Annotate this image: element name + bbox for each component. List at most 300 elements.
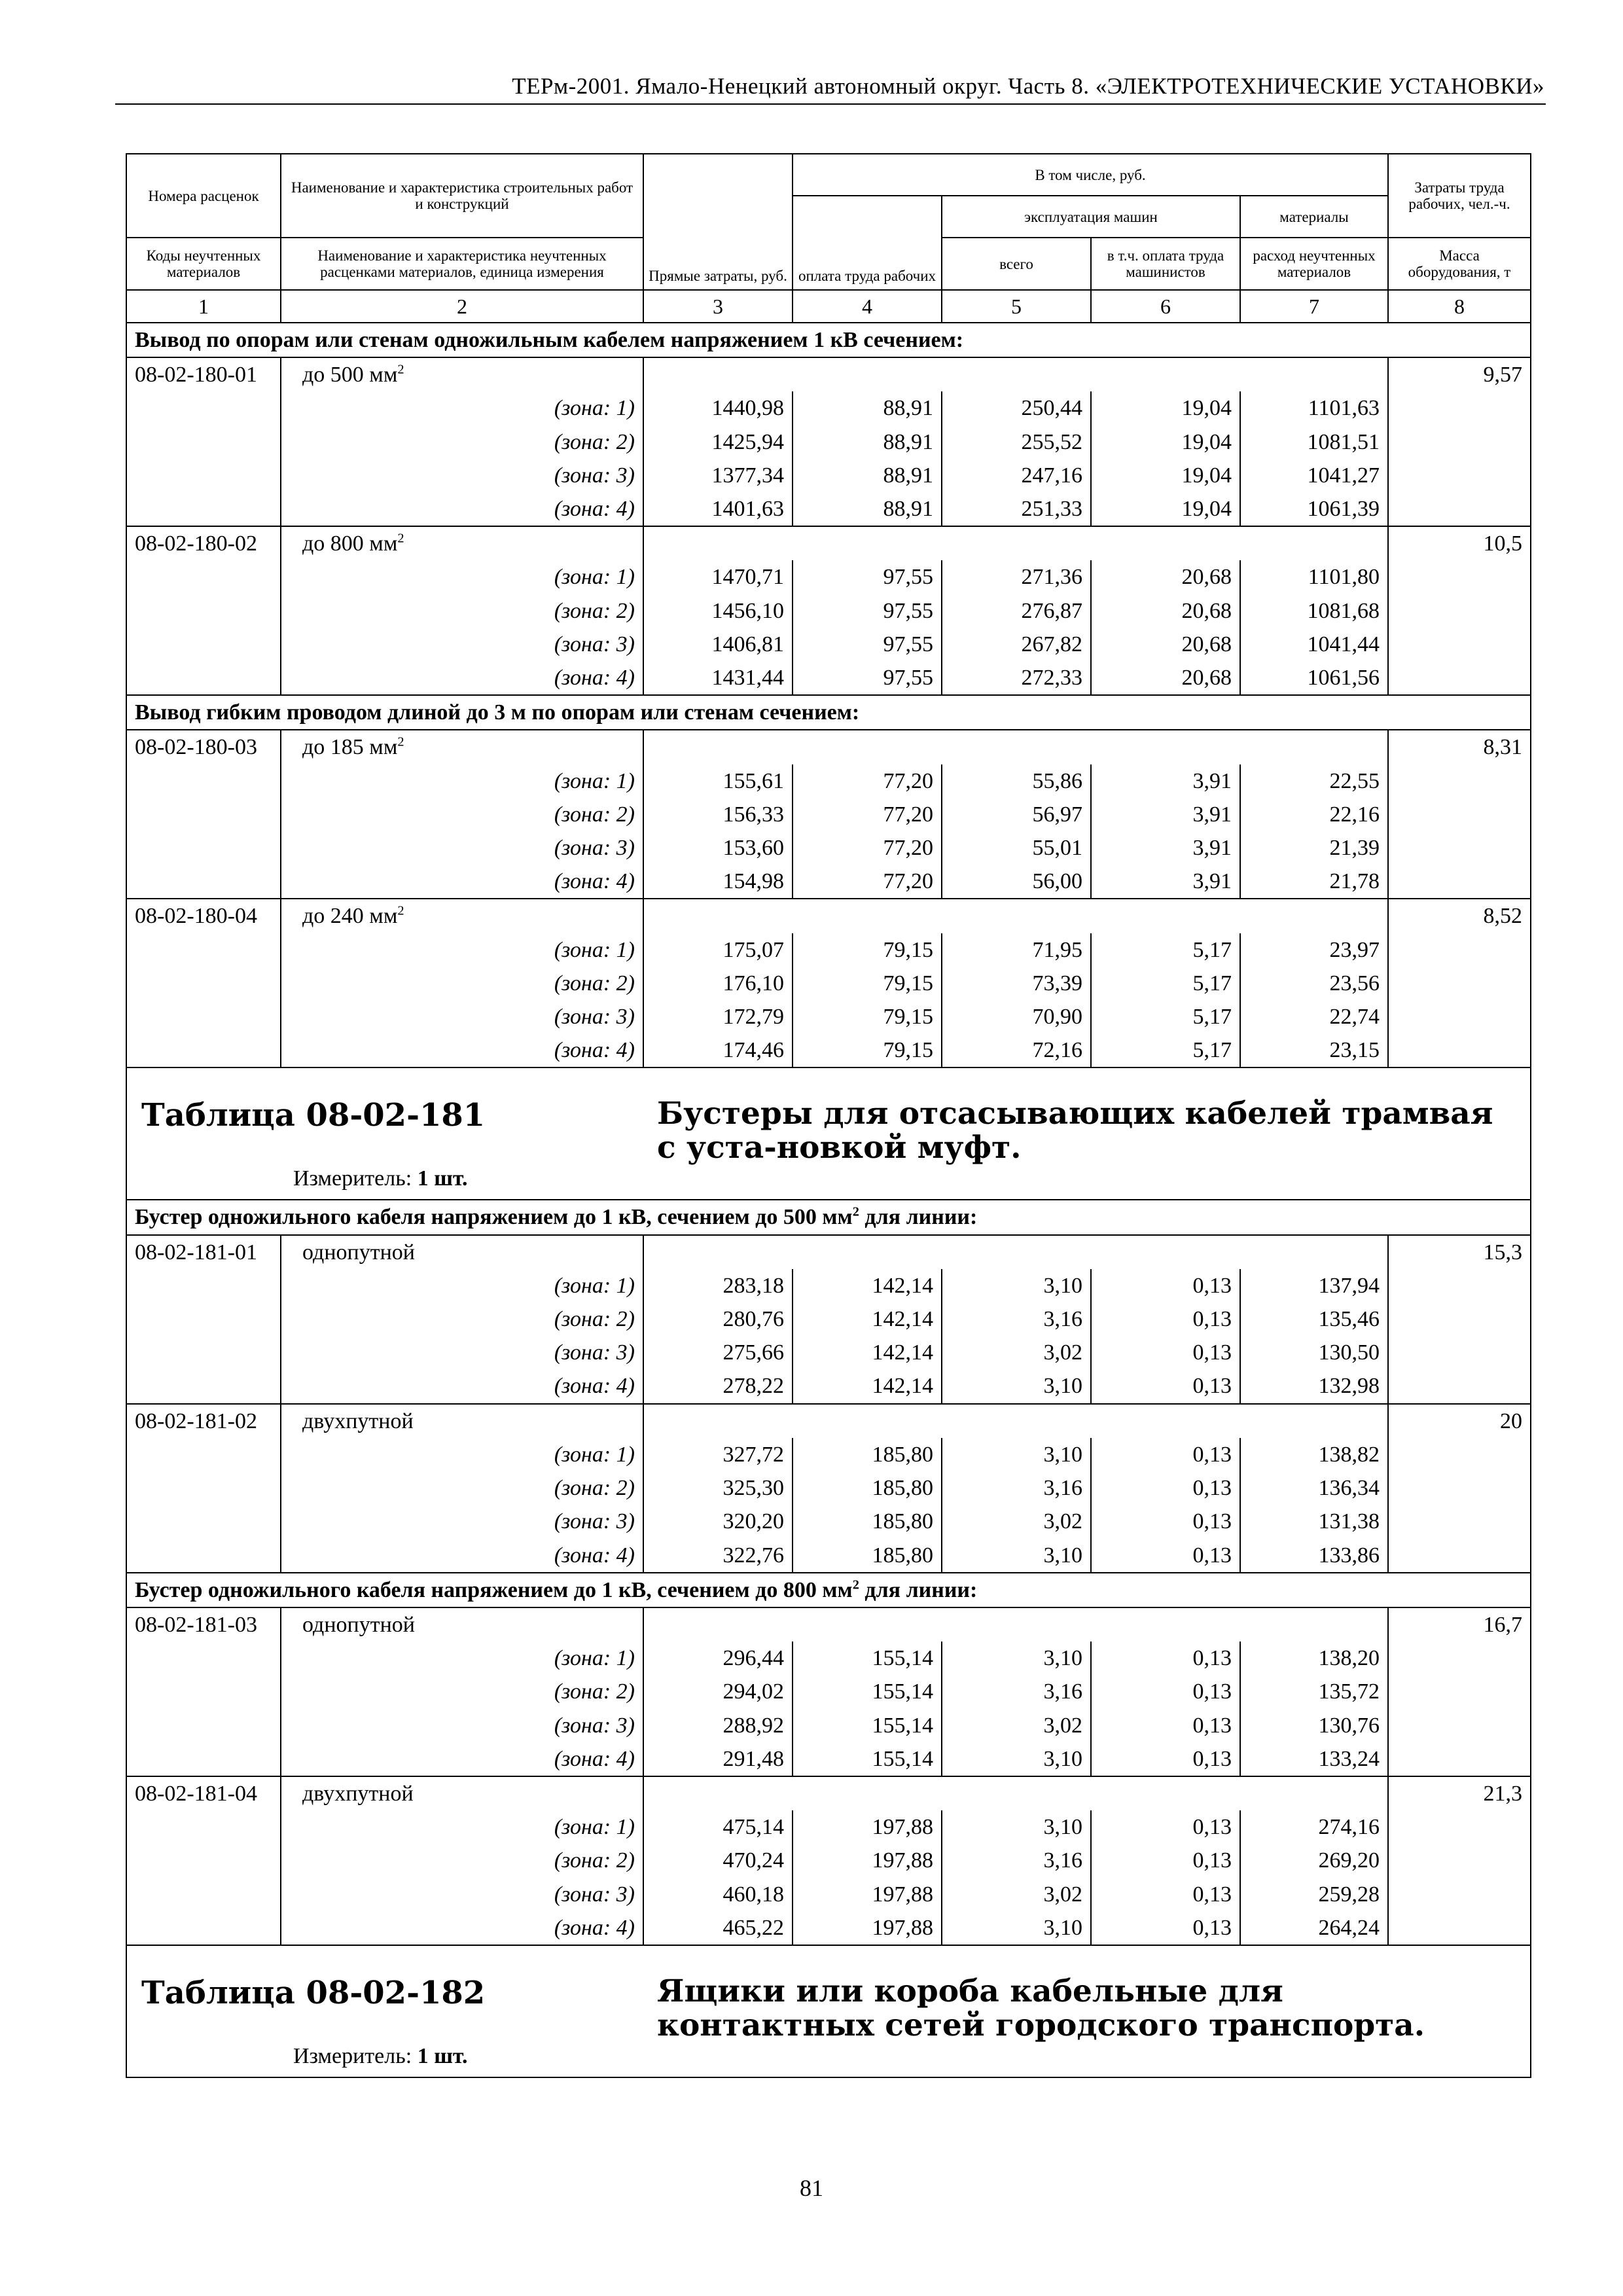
direct-cost: 1425,94: [643, 425, 793, 459]
worker-wages: 88,91: [793, 425, 942, 459]
materials-cost: 135,46: [1240, 1302, 1388, 1336]
rate-name-text: двухпутной: [302, 1408, 414, 1433]
empty-cell: [1388, 764, 1531, 798]
empty-cell: [126, 798, 281, 831]
group-top-header: В том числе, руб.: [793, 154, 1388, 196]
machine-cost: 3,16: [942, 1844, 1091, 1877]
worker-wages: 197,88: [793, 1911, 942, 1945]
direct-cost: 1440,98: [643, 391, 793, 425]
machine-cost: 72,16: [942, 1033, 1091, 1067]
direct-cost: 327,72: [643, 1438, 793, 1471]
empty-cell: [942, 526, 1091, 560]
zone-row: [126, 560, 1531, 594]
materials-cost: 130,50: [1240, 1336, 1388, 1369]
materials-cost: 274,16: [1240, 1810, 1388, 1844]
zone-row: [126, 1033, 1531, 1067]
rate-code: 08-02-180-04: [126, 899, 281, 933]
page-number: 81: [800, 2175, 823, 2201]
zone-label: (зона: 1): [554, 1442, 635, 1467]
materials-cost: 1061,56: [1240, 661, 1388, 695]
worker-wages: 88,91: [793, 459, 942, 492]
direct-cost: 1377,34: [643, 459, 793, 492]
col1-top-header: Номера расценок: [126, 154, 281, 238]
zone-label: (зона: 3): [554, 836, 635, 861]
machinist-wages: 5,17: [1091, 1000, 1240, 1033]
table-heading-cell: [126, 1945, 1531, 2077]
empty-cell: [793, 1235, 942, 1269]
price-table: [126, 153, 1531, 2078]
materials-cost: 21,78: [1240, 865, 1388, 899]
section-title: [126, 1200, 1531, 1234]
zone-label: (зона: 3): [554, 1509, 635, 1534]
worker-wages: 77,20: [793, 798, 942, 831]
machinist-wages: 19,04: [1091, 492, 1240, 526]
direct-cost: 475,14: [643, 1810, 793, 1844]
empty-cell: [1240, 899, 1388, 933]
section-title-text: Вывод по опорам или стенам одножильным кабелем напряжением 1 кВ сечением:: [135, 328, 964, 352]
machinist-wages: 0,13: [1091, 1709, 1240, 1742]
zone-row: [126, 1810, 1531, 1844]
empty-cell: [1240, 1235, 1388, 1269]
empty-cell: [126, 1641, 281, 1675]
worker-wages: 97,55: [793, 628, 942, 661]
empty-cell: [1240, 1607, 1388, 1641]
empty-cell: [1388, 1878, 1531, 1911]
worker-wages: 185,80: [793, 1471, 942, 1505]
empty-cell: [126, 1675, 281, 1708]
column-number: 4: [793, 290, 942, 323]
superscript: 2: [397, 362, 404, 377]
zone-row: [126, 1269, 1531, 1302]
zone-label: (зона: 1): [554, 1815, 635, 1840]
empty-cell: [1388, 1911, 1531, 1945]
worker-wages: 197,88: [793, 1810, 942, 1844]
machinist-wages: 3,91: [1091, 831, 1240, 865]
rate-row: [126, 899, 1531, 933]
zone-row: [126, 1302, 1531, 1336]
machinist-wages: 3,91: [1091, 865, 1240, 899]
zone-label: (зона: 2): [554, 1307, 635, 1332]
zone-label: (зона: 3): [554, 1340, 635, 1365]
measure-unit-value: 1 шт.: [417, 2043, 468, 2068]
section-title-row: [126, 1573, 1531, 1607]
machine-cost: 247,16: [942, 459, 1091, 492]
empty-cell: [1091, 1607, 1240, 1641]
direct-cost: 275,66: [643, 1336, 793, 1369]
zone-row: [126, 1336, 1531, 1369]
zone-row: [126, 1709, 1531, 1742]
rate-row: [126, 1404, 1531, 1438]
section-title: [126, 323, 1531, 357]
table-heading-row: [126, 1067, 1531, 1200]
empty-cell: [126, 1709, 281, 1742]
machine-cost: 251,33: [942, 492, 1091, 526]
rate-row: [126, 1776, 1531, 1810]
direct-cost: 470,24: [643, 1844, 793, 1877]
machinist-wages: 20,68: [1091, 594, 1240, 628]
machine-cost: 271,36: [942, 560, 1091, 594]
rate-name: [281, 899, 643, 933]
zone-row: [126, 764, 1531, 798]
zone-row: [126, 1911, 1531, 1945]
machinist-wages: 3,91: [1091, 764, 1240, 798]
empty-cell: [126, 1878, 281, 1911]
superscript: 2: [852, 1577, 859, 1592]
zone-row: [126, 425, 1531, 459]
zone-row: [126, 1539, 1531, 1573]
machinist-wages: 20,68: [1091, 560, 1240, 594]
machinist-wages: 0,13: [1091, 1336, 1240, 1369]
col5-header: всего: [942, 238, 1091, 290]
worker-wages: 155,14: [793, 1709, 942, 1742]
column-number: 1: [126, 290, 281, 323]
empty-cell: [126, 1539, 281, 1573]
labor-cost: 20: [1388, 1404, 1531, 1438]
empty-cell: [126, 661, 281, 695]
empty-cell: [126, 933, 281, 967]
empty-cell: [942, 1776, 1091, 1810]
labor-cost: 15,3: [1388, 1235, 1531, 1269]
section-title-text: Бустер одножильного кабеля напряжением до 1 кВ, сечением до 800 мм: [135, 1577, 853, 1602]
zone-label: (зона: 3): [554, 1882, 635, 1907]
empty-cell: [643, 526, 793, 560]
direct-cost: 296,44: [643, 1641, 793, 1675]
empty-cell: [1091, 526, 1240, 560]
rate-name: [281, 357, 643, 391]
section-title-tail: для линии:: [859, 1577, 978, 1602]
zone-row: [126, 594, 1531, 628]
worker-wages: 97,55: [793, 594, 942, 628]
running-header: ТЕРм-2001. Ямало-Ненецкий автономный округ. Часть 8. «ЭЛЕКТРОТЕХНИЧЕСКИЕ УСТАНОВКИ»: [512, 73, 1544, 99]
worker-wages: 155,14: [793, 1675, 942, 1708]
machinist-wages: 20,68: [1091, 661, 1240, 695]
zone-label: (зона: 2): [554, 971, 635, 996]
machine-cost: 3,10: [942, 1742, 1091, 1776]
table-title: Ящики или короба кабельные для контактных сетей городского транспорта.: [657, 1973, 1425, 2043]
zone-label: (зона: 2): [554, 1679, 635, 1704]
labor-cost: 21,3: [1388, 1776, 1531, 1810]
measure-unit-value: 1 шт.: [417, 1166, 468, 1191]
rate-row: [126, 357, 1531, 391]
rate-name: [281, 1607, 643, 1641]
table-heading: [127, 1946, 1530, 2077]
machine-cost: 3,10: [942, 1269, 1091, 1302]
empty-cell: [1091, 899, 1240, 933]
labor-cost: 8,31: [1388, 730, 1531, 764]
machine-cost: 3,10: [942, 1369, 1091, 1403]
materials-cost: 133,24: [1240, 1742, 1388, 1776]
machinist-wages: 19,04: [1091, 425, 1240, 459]
section-title-tail: для линии:: [859, 1205, 978, 1230]
machine-cost: 3,02: [942, 1878, 1091, 1911]
table-number: Таблица 08-02-182: [141, 1974, 486, 2011]
empty-cell: [793, 1776, 942, 1810]
materials-cost: 269,20: [1240, 1844, 1388, 1877]
empty-cell: [1388, 628, 1531, 661]
zone-row: [126, 459, 1531, 492]
rate-row: [126, 730, 1531, 764]
empty-cell: [793, 1404, 942, 1438]
machine-cost: 3,10: [942, 1810, 1091, 1844]
worker-wages: 185,80: [793, 1505, 942, 1538]
empty-cell: [793, 526, 942, 560]
empty-cell: [126, 1471, 281, 1505]
direct-cost: 172,79: [643, 1000, 793, 1033]
header-rule: [115, 103, 1546, 105]
materials-cost: 1061,39: [1240, 492, 1388, 526]
machine-cost: 267,82: [942, 628, 1091, 661]
worker-wages: 185,80: [793, 1438, 942, 1471]
machine-cost: 3,10: [942, 1641, 1091, 1675]
empty-cell: [1388, 1505, 1531, 1538]
machine-cost: 3,02: [942, 1505, 1091, 1538]
superscript: 2: [397, 735, 404, 750]
empty-cell: [643, 357, 793, 391]
empty-cell: [1388, 1438, 1531, 1471]
col3-header: Прямые затраты, руб.: [643, 154, 793, 290]
machines-group-header: эксплуатация машин: [942, 196, 1240, 238]
zone-row: [126, 1675, 1531, 1708]
machinist-wages: 0,13: [1091, 1911, 1240, 1945]
empty-cell: [1388, 1742, 1531, 1776]
rate-name: [281, 730, 643, 764]
zone-label: (зона: 2): [554, 1848, 635, 1873]
worker-wages: 77,20: [793, 831, 942, 865]
zone-label: (зона: 3): [554, 1005, 635, 1030]
empty-cell: [126, 1810, 281, 1844]
labor-cost: 16,7: [1388, 1607, 1531, 1641]
empty-cell: [1240, 526, 1388, 560]
empty-cell: [126, 831, 281, 865]
rate-row: [126, 1235, 1531, 1269]
section-title: [126, 1573, 1531, 1607]
table-title: Бустеры для отсасывающих кабелей трамвая с уста-новкой муфт.: [657, 1096, 1493, 1166]
zone-label: (зона: 2): [554, 429, 635, 454]
rate-name-text: до 500 мм: [302, 363, 398, 387]
machine-cost: 56,00: [942, 865, 1091, 899]
empty-cell: [1388, 1033, 1531, 1067]
zone-row: [126, 628, 1531, 661]
machinist-wages: 0,13: [1091, 1269, 1240, 1302]
measure-unit: [293, 2044, 468, 2069]
empty-cell: [126, 967, 281, 1000]
direct-cost: 320,20: [643, 1505, 793, 1538]
worker-wages: 142,14: [793, 1336, 942, 1369]
materials-cost: 1101,80: [1240, 560, 1388, 594]
direct-cost: 1401,63: [643, 492, 793, 526]
empty-cell: [126, 492, 281, 526]
empty-cell: [942, 730, 1091, 764]
worker-wages: 79,15: [793, 933, 942, 967]
machinist-wages: 0,13: [1091, 1302, 1240, 1336]
zone-row: [126, 1505, 1531, 1538]
materials-cost: 23,56: [1240, 967, 1388, 1000]
empty-cell: [1388, 831, 1531, 865]
empty-cell: [126, 459, 281, 492]
labor-cost: 8,52: [1388, 899, 1531, 933]
machine-cost: 3,10: [942, 1438, 1091, 1471]
direct-cost: 325,30: [643, 1471, 793, 1505]
col6-header: в т.ч. оплата труда машинистов: [1091, 238, 1240, 290]
materials-cost: 23,97: [1240, 933, 1388, 967]
empty-cell: [942, 1235, 1091, 1269]
direct-cost: 174,46: [643, 1033, 793, 1067]
empty-cell: [1388, 1709, 1531, 1742]
empty-cell: [1388, 391, 1531, 425]
direct-cost: 175,07: [643, 933, 793, 967]
empty-cell: [1240, 357, 1388, 391]
machinist-wages: 0,13: [1091, 1641, 1240, 1675]
empty-cell: [1388, 1000, 1531, 1033]
machinist-wages: 0,13: [1091, 1742, 1240, 1776]
empty-cell: [1091, 1776, 1240, 1810]
empty-cell: [1388, 865, 1531, 899]
zone-row: [126, 933, 1531, 967]
empty-cell: [126, 560, 281, 594]
direct-cost: 278,22: [643, 1369, 793, 1403]
col2-top-header: Наименование и характеристика строительных работ и конструкций: [281, 154, 643, 238]
rate-name-text: однопутной: [302, 1240, 415, 1265]
materials-cost: 131,38: [1240, 1505, 1388, 1538]
empty-cell: [793, 357, 942, 391]
section-title-row: [126, 1200, 1531, 1234]
direct-cost: 155,61: [643, 764, 793, 798]
zone-row: [126, 1000, 1531, 1033]
zone-label: (зона: 4): [281, 492, 643, 526]
materials-cost: 22,16: [1240, 798, 1388, 831]
superscript: 2: [397, 531, 404, 546]
empty-cell: [1240, 730, 1388, 764]
direct-cost: 1406,81: [643, 628, 793, 661]
col8-bottom-header: Масса оборудования, т: [1388, 238, 1531, 290]
zone-row: [126, 1438, 1531, 1471]
machine-cost: 272,33: [942, 661, 1091, 695]
direct-cost: 1470,71: [643, 560, 793, 594]
machinist-wages: 0,13: [1091, 1471, 1240, 1505]
machine-cost: 71,95: [942, 933, 1091, 967]
empty-cell: [126, 1438, 281, 1471]
worker-wages: 88,91: [793, 492, 942, 526]
zone-label: (зона: 3): [554, 1713, 635, 1738]
rate-code: 08-02-180-01: [126, 357, 281, 391]
materials-cost: 22,55: [1240, 764, 1388, 798]
worker-wages: 155,14: [793, 1742, 942, 1776]
machine-cost: 56,97: [942, 798, 1091, 831]
materials-cost: 1101,63: [1240, 391, 1388, 425]
direct-cost: 1431,44: [643, 661, 793, 695]
machine-cost: 250,44: [942, 391, 1091, 425]
column-number: 2: [281, 290, 643, 323]
materials-cost: 259,28: [1240, 1878, 1388, 1911]
section-title: [126, 695, 1531, 730]
machinist-wages: 3,91: [1091, 798, 1240, 831]
empty-cell: [793, 730, 942, 764]
machine-cost: 55,86: [942, 764, 1091, 798]
empty-cell: [126, 1911, 281, 1945]
worker-wages: 77,20: [793, 764, 942, 798]
section-title-text: Вывод гибким проводом длиной до 3 м по опорам или стенам сечением:: [135, 700, 860, 725]
empty-cell: [1388, 1269, 1531, 1302]
rate-name-text: однопутной: [302, 1612, 415, 1637]
materials-cost: 1041,27: [1240, 459, 1388, 492]
zone-row: [126, 1742, 1531, 1776]
empty-cell: [942, 1404, 1091, 1438]
empty-cell: [1091, 357, 1240, 391]
empty-cell: [793, 1607, 942, 1641]
direct-cost: 322,76: [643, 1539, 793, 1573]
empty-cell: [126, 1844, 281, 1877]
zone-label: (зона: 4): [281, 865, 643, 899]
zone-row: [126, 492, 1531, 526]
rate-name: [281, 1776, 643, 1810]
machinist-wages: 0,13: [1091, 1539, 1240, 1573]
superscript: 2: [397, 904, 404, 919]
machine-cost: 3,02: [942, 1336, 1091, 1369]
direct-cost: 288,92: [643, 1709, 793, 1742]
zone-label: (зона: 4): [281, 1033, 643, 1067]
worker-wages: 142,14: [793, 1369, 942, 1403]
empty-cell: [1388, 1369, 1531, 1403]
zone-label: (зона: 1): [554, 1646, 635, 1671]
zone-label: (зона: 1): [554, 768, 635, 793]
materials-cost: 137,94: [1240, 1269, 1388, 1302]
empty-cell: [1388, 798, 1531, 831]
empty-cell: [126, 628, 281, 661]
empty-cell: [1388, 459, 1531, 492]
empty-cell: [1240, 1404, 1388, 1438]
materials-cost: 23,15: [1240, 1033, 1388, 1067]
rate-name-text: до 240 мм: [302, 904, 398, 929]
zone-label: (зона: 2): [554, 802, 635, 827]
machinist-wages: 5,17: [1091, 967, 1240, 1000]
machine-cost: 70,90: [942, 1000, 1091, 1033]
rate-row: [126, 526, 1531, 560]
zone-row: [126, 831, 1531, 865]
empty-cell: [126, 425, 281, 459]
empty-cell: [1388, 594, 1531, 628]
materials-cost: 21,39: [1240, 831, 1388, 865]
rate-row: [126, 1607, 1531, 1641]
table-body: [126, 323, 1531, 2077]
empty-cell: [643, 1607, 793, 1641]
rate-name-text: двухпутной: [302, 1781, 414, 1806]
machinist-wages: 19,04: [1091, 459, 1240, 492]
direct-cost: 176,10: [643, 967, 793, 1000]
zone-row: [126, 1844, 1531, 1877]
column-number: 3: [643, 290, 793, 323]
machinist-wages: 20,68: [1091, 628, 1240, 661]
empty-cell: [126, 865, 281, 899]
empty-cell: [942, 1607, 1091, 1641]
materials-cost: 264,24: [1240, 1911, 1388, 1945]
empty-cell: [126, 1033, 281, 1067]
machine-cost: 3,10: [942, 1911, 1091, 1945]
empty-cell: [942, 357, 1091, 391]
empty-cell: [126, 1742, 281, 1776]
rate-code: 08-02-181-02: [126, 1404, 281, 1438]
zone-label: (зона: 3): [554, 632, 635, 656]
empty-cell: [1388, 560, 1531, 594]
rate-name: [281, 1404, 643, 1438]
machinist-wages: 5,17: [1091, 933, 1240, 967]
zone-label: (зона: 4): [281, 1369, 643, 1403]
empty-cell: [1240, 1776, 1388, 1810]
direct-cost: 294,02: [643, 1675, 793, 1708]
worker-wages: 97,55: [793, 661, 942, 695]
materials-cost: 1041,44: [1240, 628, 1388, 661]
worker-wages: 79,15: [793, 967, 942, 1000]
section-title-row: [126, 323, 1531, 357]
